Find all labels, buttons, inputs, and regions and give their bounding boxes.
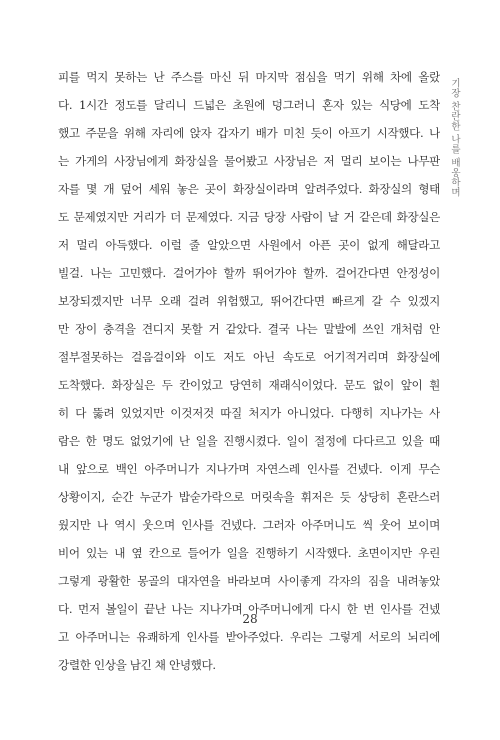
text-line: 강렬한 인상을 남긴 채 안녕했다. xyxy=(58,658,216,672)
text-line: 비어 있는 내 옆 칸으로 들어가 일을 진행하기 시작했다. 초면이지만 우린 xyxy=(58,546,440,560)
text-line: 도착했다. 화장실은 두 칸이었고 당연히 재래식이었다. 문도 없이 앞이 훤 xyxy=(58,378,440,392)
text-line: 람은 한 명도 없었기에 난 일을 진행시켰다. 일이 절정에 다다르고 있을 때 xyxy=(58,434,440,448)
text-line: 저 멀리 아득했다. 이럴 줄 알았으면 사원에서 아픈 곳이 없게 해달라고 xyxy=(58,238,440,252)
text-line: 웠지만 나 역시 웃으며 인사를 건넸다. 그러자 아주머니도 씩 웃어 보이며 xyxy=(58,518,440,532)
text-line: 빌걸. 나는 고민했다. 걸어가야 할까 뛰어가야 할까. 걸어간다면 안정성이 xyxy=(58,266,440,280)
text-line: 보장되겠지만 너무 오래 걸려 위험했고, 뛰어간다면 빠르게 갈 수 있겠지 xyxy=(58,294,440,308)
text-line: 피를 먹지 못하는 난 주스를 마신 뒤 마지막 점심을 먹기 위해 차에 올랐 xyxy=(58,70,440,84)
text-line: 절부절못하는 걸음걸이와 이도 저도 아닌 속도로 어기적거리며 화장실에 xyxy=(58,350,440,364)
running-head: 기장 찬란한 나를 배웅하며 xyxy=(449,78,460,198)
body-text xyxy=(58,63,440,679)
text-line: 도 문제였지만 거리가 더 문제였다. 지금 당장 사람이 날 거 같은데 화장실은 xyxy=(58,210,440,224)
text-line: 자를 몇 개 덮어 세워 놓은 곳이 화장실이라며 알려주었다. 화장실의 형태 xyxy=(58,182,440,196)
text-line: 고 아주머니는 유쾌하게 인사를 받아주었다. 우리는 그렇게 서로의 뇌리에 xyxy=(58,630,440,644)
text-line: 내 앞으로 백인 아주머니가 지나가며 자연스레 인사를 건넸다. 이게 무슨 xyxy=(58,462,440,476)
text-line: 히 다 뚫려 있었지만 이것저것 따질 처지가 아니었다. 다행히 지나가는 사 xyxy=(58,406,440,420)
text-line: 그렇게 광활한 몽골의 대자연을 바라보며 사이좋게 각자의 짐을 내려놓았 xyxy=(58,574,440,588)
text-line: 했고 주문을 위해 자리에 앉자 갑자기 배가 미친 듯이 아프기 시작했다. 나 xyxy=(58,126,440,140)
page-number: 28 xyxy=(242,612,258,626)
text-line: 다. 1시간 정도를 달리니 드넓은 초원에 덩그러니 혼자 있는 식당에 도착 xyxy=(58,98,440,112)
text-line: 다. 먼저 볼일이 끝난 나는 지나가며 아주머니에게 다시 한 번 인사를 건넸 xyxy=(58,602,440,616)
text-line: 는 가게의 사장님에게 화장실을 물어봤고 사장님은 저 멀리 보이는 나무판 xyxy=(58,154,440,168)
text-line: 상황이지, 순간 누군가 밥숟가락으로 머릿속을 휘저은 듯 상당히 혼란스러 xyxy=(58,490,440,504)
text-line: 만 장이 충격을 견디지 못할 거 같았다. 결국 나는 말발에 쓰인 개처럼 안 xyxy=(58,322,440,336)
